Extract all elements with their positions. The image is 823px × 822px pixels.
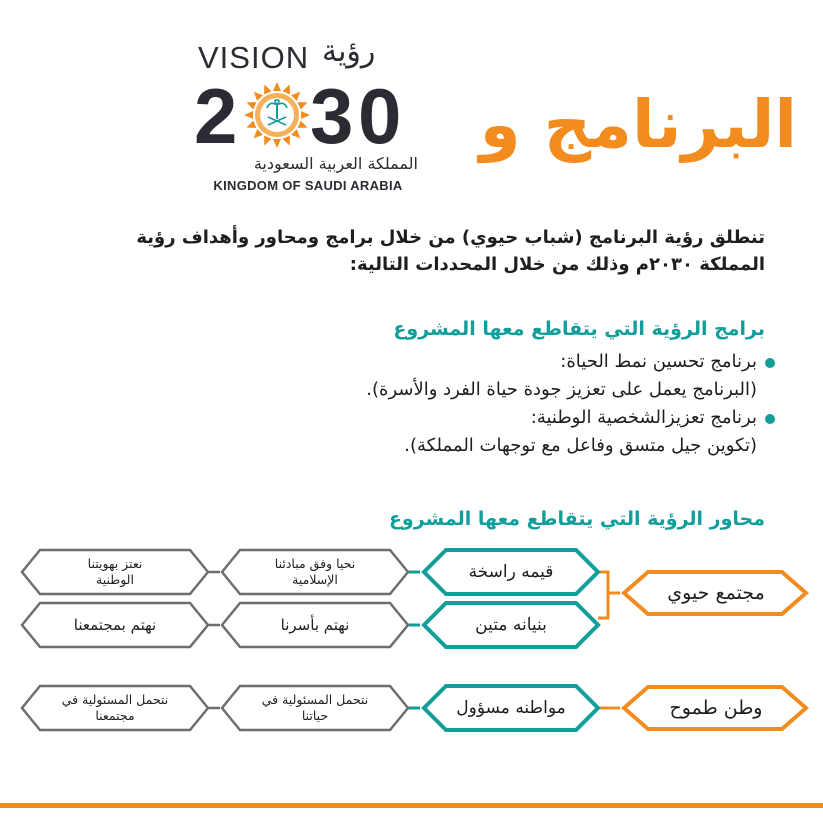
program-detail: (تكوين جيل متسق وفاعل مع توجهات المملكة). bbox=[404, 435, 757, 456]
sun-emblem-icon bbox=[244, 80, 310, 150]
pillar-label: مجتمع حيوي bbox=[667, 582, 765, 604]
goal-line: نهتم بمجتمعنا bbox=[73, 616, 157, 634]
logo-digit-3: 3 bbox=[310, 72, 354, 160]
theme-label: بنيانه متين bbox=[475, 615, 547, 635]
pillar-label: وطن طموح bbox=[669, 697, 763, 719]
program-name: برنامج تعزيزالشخصية الوطنية: bbox=[530, 407, 757, 428]
goal-line: نحيا وفق مبادئنا bbox=[274, 556, 356, 571]
program-name: برنامج تحسين نمط الحياة: bbox=[560, 351, 757, 372]
programs-section-title: برامج الرؤية التي يتقاطع معها المشروع bbox=[393, 318, 765, 340]
page-title: البرنامج و bbox=[479, 86, 797, 163]
goal-line: نعتز بهويتنا bbox=[87, 556, 143, 571]
goal-label bbox=[228, 686, 402, 730]
goal-line: حياتنا bbox=[301, 708, 329, 723]
goal-label bbox=[228, 550, 402, 594]
vision-axes-diagram bbox=[0, 530, 823, 760]
goal-label bbox=[28, 686, 202, 730]
logo-kingdom-english: KINGDOM OF SAUDI ARABIA bbox=[213, 178, 403, 193]
theme-label: قيمه راسخة bbox=[468, 562, 554, 582]
goal-line: مجتمعنا bbox=[95, 708, 135, 723]
logo-digit-0: 0 bbox=[358, 72, 402, 160]
goal-label bbox=[28, 603, 202, 647]
goal-line: نهتم بأسرنا bbox=[280, 616, 350, 634]
goal-line: الوطنية bbox=[96, 572, 134, 587]
bottom-divider bbox=[0, 803, 823, 808]
logo-year bbox=[192, 72, 432, 160]
program-item bbox=[155, 404, 775, 432]
program-list bbox=[155, 348, 775, 460]
goal-label bbox=[228, 603, 402, 647]
bullet-icon bbox=[765, 358, 775, 368]
bullet-icon bbox=[765, 414, 775, 424]
intro-paragraph: تنطلق رؤية البرنامج (شباب حيوي) من خلال برامج ومحاور وأهداف رؤية المملكة ٢٠٣٠م وذلك من خلال المحددات التالية: bbox=[136, 227, 765, 275]
logo-vision-arabic: رؤية bbox=[322, 34, 376, 69]
goal-line: نتحمل المسئولية في bbox=[261, 692, 369, 707]
goal-line: الإسلامية bbox=[292, 572, 338, 587]
goal-label bbox=[28, 550, 202, 594]
logo-vision-text: VISION bbox=[198, 40, 310, 75]
axes-section-title: محاور الرؤية التي يتقاطع معها المشروع bbox=[388, 508, 765, 530]
vision-2030-logo bbox=[192, 28, 432, 198]
theme-label: مواطنه مسؤول bbox=[456, 698, 566, 718]
goal-line: نتحمل المسئولية في bbox=[61, 692, 169, 707]
logo-digit-2: 2 bbox=[194, 72, 238, 160]
logo-kingdom-arabic: المملكة العربية السعودية bbox=[253, 154, 418, 173]
program-detail: (البرنامج يعمل على تعزيز جودة حياة الفرد والأسرة). bbox=[366, 379, 757, 400]
program-item bbox=[155, 348, 775, 376]
